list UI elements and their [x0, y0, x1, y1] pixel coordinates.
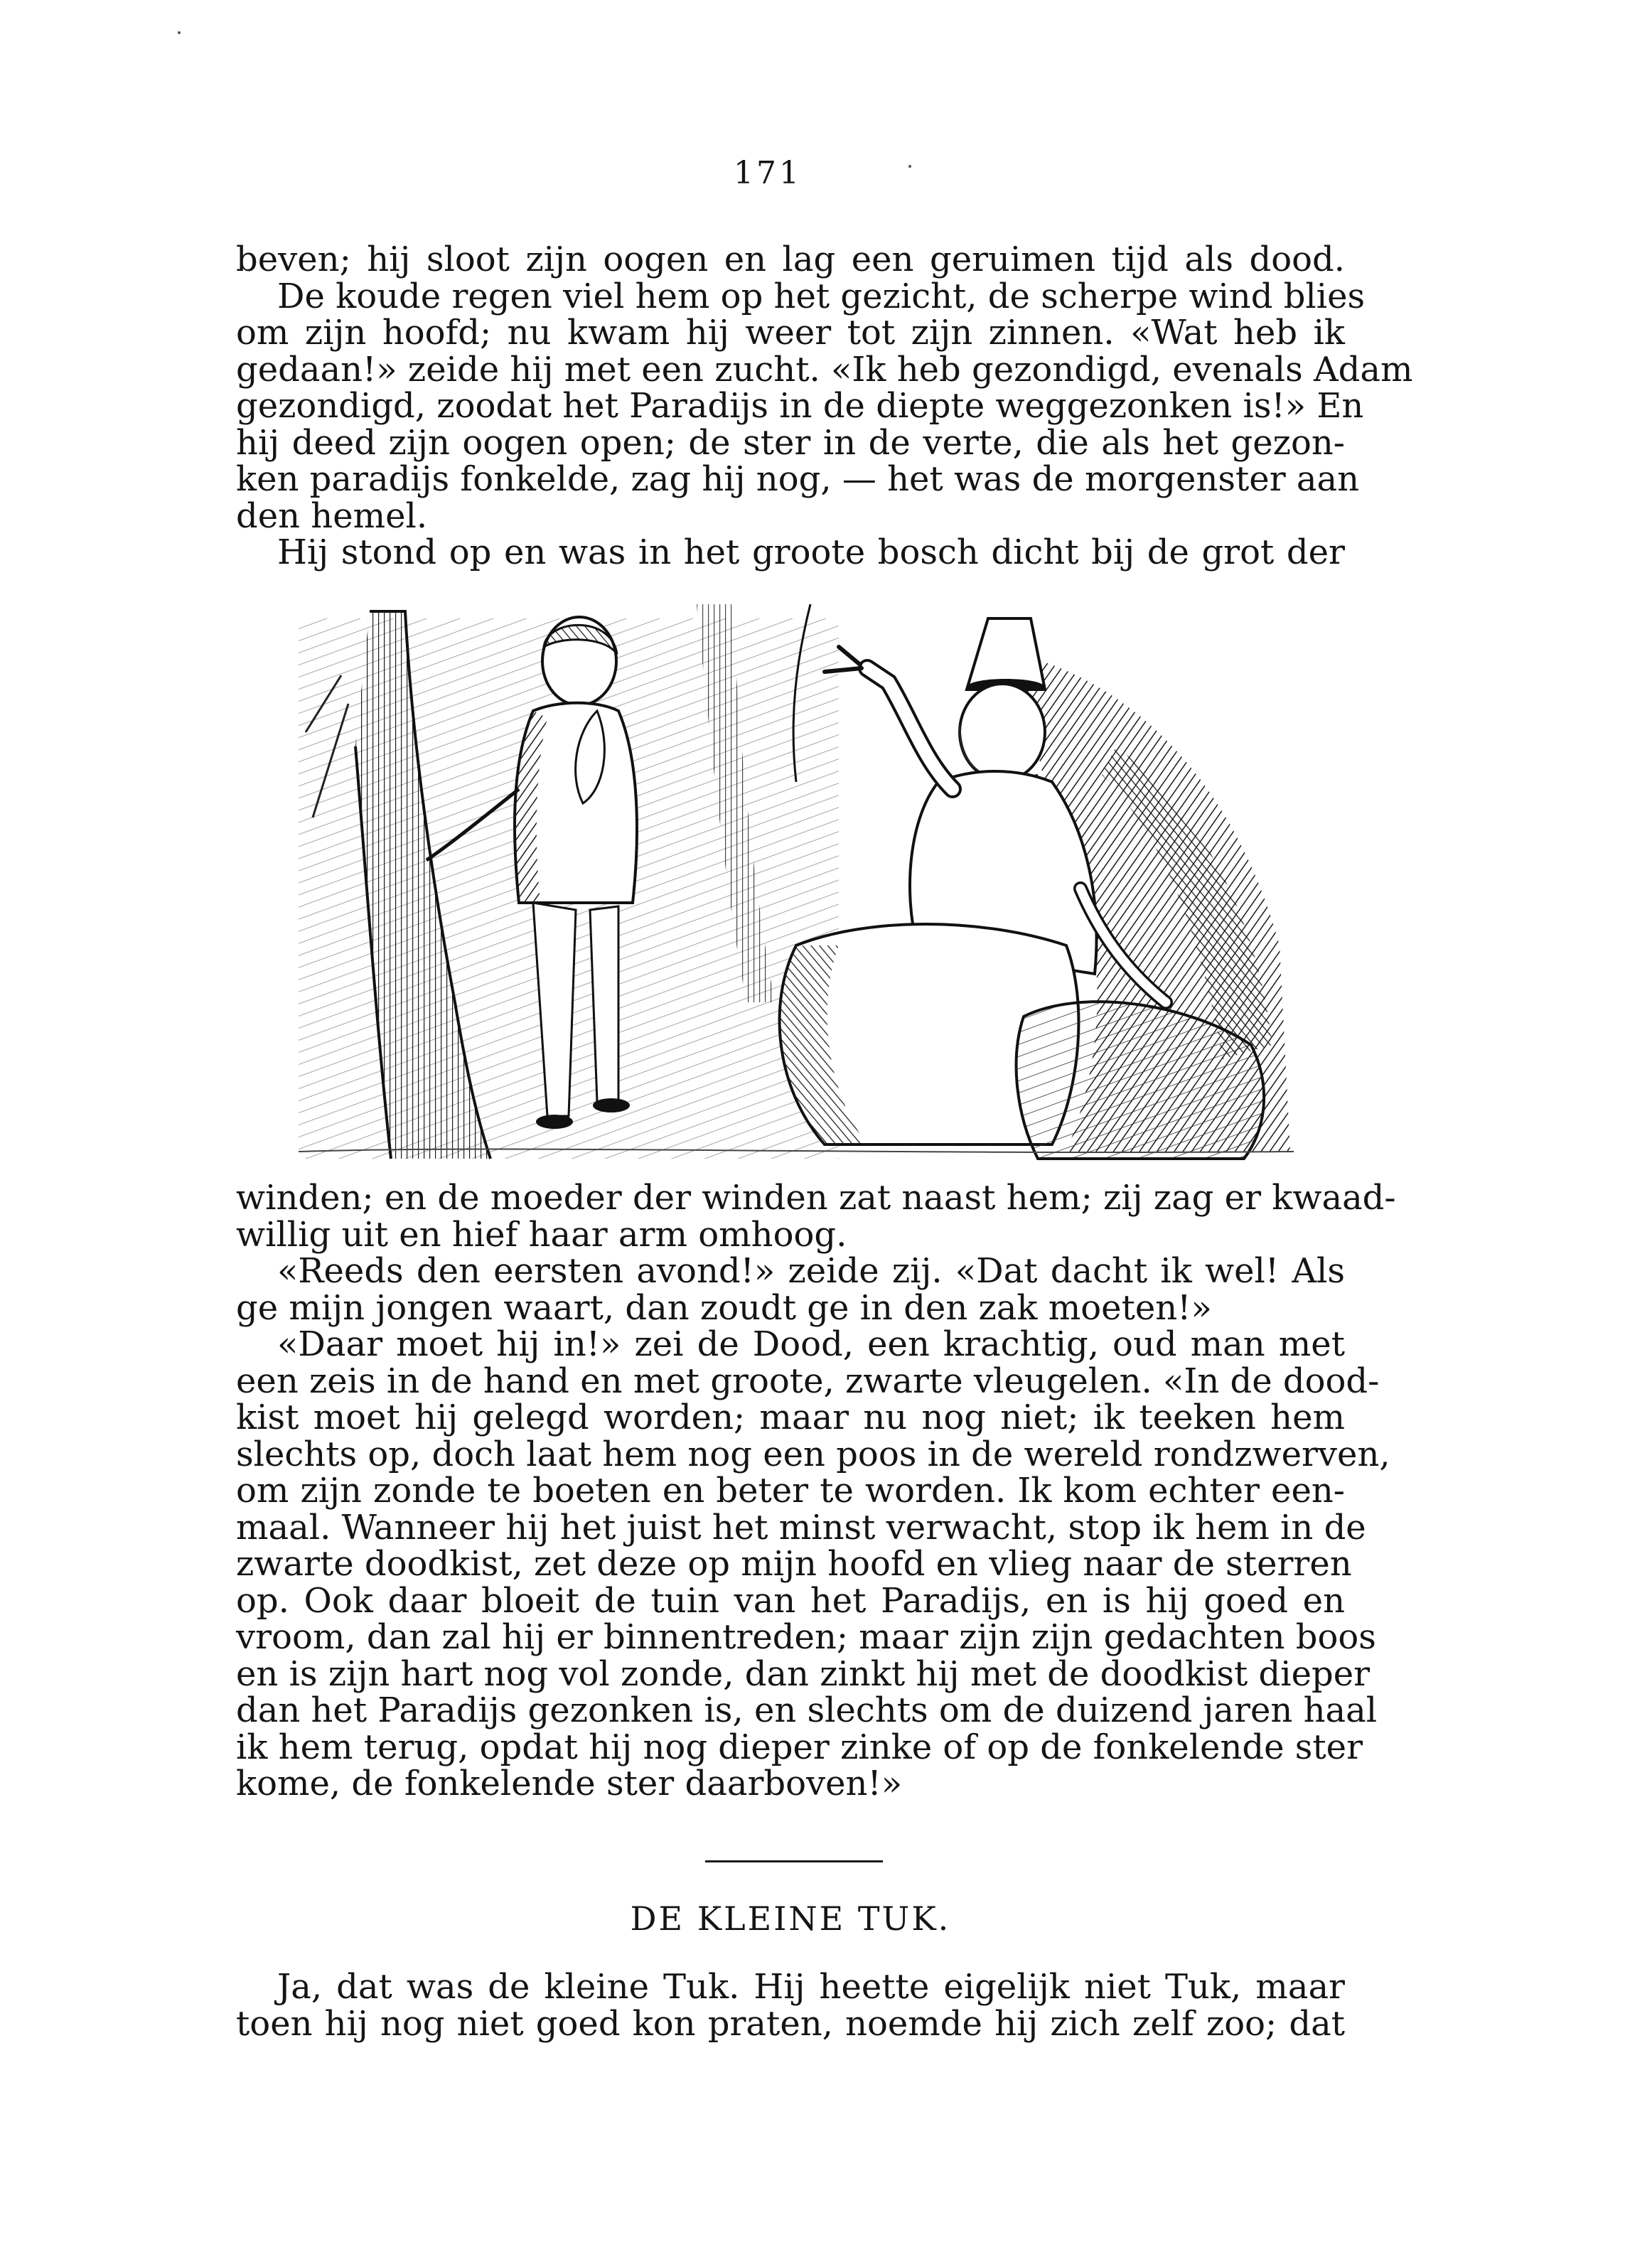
paper-speck [178, 31, 181, 34]
text-line: kome, de fonkelende ster daarboven!» [236, 1764, 903, 1803]
section-divider [705, 1860, 883, 1862]
middle-paragraph [236, 1178, 1396, 1803]
text-line: beven; hij sloot zijn oogen en lag een geruimen tijd als dood. [236, 240, 1345, 279]
text-line: Ja, dat was de kleine Tuk. Hij heette eigelijk niet Tuk, maar [277, 1967, 1345, 2007]
text-line: den hemel. [236, 495, 428, 536]
text-line: zwarte doodkist, zet deze op mijn hoofd en vlieg naar de sterren [236, 1544, 1352, 1584]
text-line: en is zijn hart nog vol zonde, dan zinkt hij met de doodkist dieper [236, 1653, 1371, 1694]
text-line: om zijn hoofd; nu kwam hij weer tot zijn zinnen. «Wat heb ik [236, 313, 1345, 353]
text-line: slechts op, doch laat hem nog een poos in de wereld rondzwerven, [236, 1434, 1390, 1474]
section-heading: DE KLEINE TUK. [630, 1899, 951, 1938]
bottom-paragraph [236, 1969, 1345, 2042]
text-line: op. Ook daar bloeit de tuin van het Paradijs, en is hij goed en [236, 1580, 1345, 1621]
text-line: vroom, dan zal hij er binnentreden; maar zijn zijn gedachten boos [236, 1617, 1376, 1657]
text-line: toen hij nog niet goed kon praten, noemde hij zich zelf zoo; dat [236, 2003, 1345, 2044]
text-line: De koude regen viel hem op het gezicht, de scherpe wind blies [277, 276, 1366, 316]
text-line: hij deed zijn oogen open; de ster in de verte, die als het gezon- [236, 422, 1345, 463]
text-line: ken paradijs fonkelde, zag hij nog, — het was de morgenster aan [236, 459, 1360, 499]
text-line: ik hem terug, opdat hij nog dieper zinke of op de fonkelende ster [236, 1727, 1363, 1767]
page-number: 171 [734, 155, 802, 191]
text-line: kist moet hij gelegd worden; maar nu nog niet; ik teeken hem [236, 1398, 1345, 1437]
text-line: dan het Paradijs gezonken is, en slechts om de duizend jaren haal [236, 1690, 1378, 1730]
text-line: Hij stond op en was in het groote bosch dicht bij de grot der [277, 532, 1345, 572]
text-line: gezondigd, zoodat het Paradijs in de diepte weggezonken is!» En [236, 386, 1364, 426]
text-line: gedaan!» zeide hij met een zucht. «Ik heb gezondigd, evenals Adam [236, 349, 1413, 390]
text-line: maal. Wanneer hij het juist het minst verwacht, stop ik hem in de [236, 1507, 1366, 1548]
engraving-illustration [299, 604, 1294, 1166]
text-line: ge mijn jongen waart, dan zoudt ge in den zak moeten!» [236, 1287, 1212, 1328]
text-line: willig uit en hief haar arm omhoog. [236, 1214, 847, 1255]
text-line: «Reeds den eersten avond!» zeide zij. «Dat dacht ik wel! Als [277, 1251, 1345, 1291]
top-paragraph [236, 240, 1413, 572]
text-line: «Daar moet hij in!» zei de Dood, een krachtig, oud man met [277, 1324, 1345, 1364]
paper-speck [908, 165, 911, 168]
text-line: winden; en de moeder der winden zat naast hem; zij zag er kwaad- [236, 1178, 1396, 1218]
text-line: een zeis in de hand en met groote, zwarte vleugelen. «In de dood- [236, 1361, 1380, 1401]
text-line: om zijn zonde te boeten en beter te worden. Ik kom echter een- [236, 1471, 1345, 1511]
